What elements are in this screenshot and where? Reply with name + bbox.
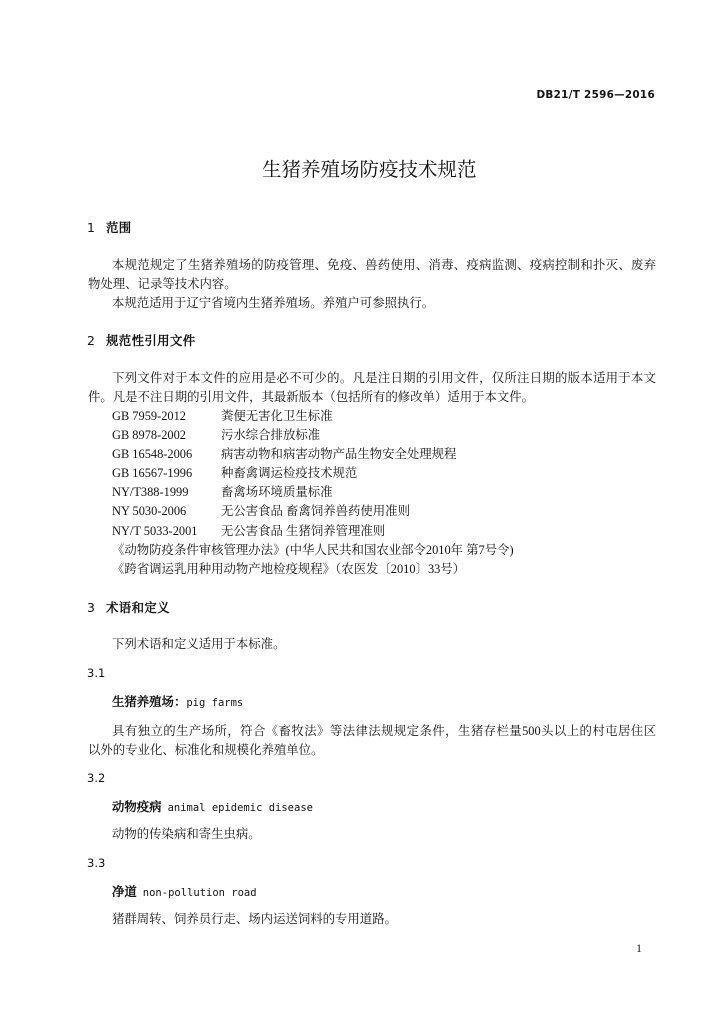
paragraph-line: 猪群周转、饲养员行走、场内运送饲料的专用道路。	[112, 911, 397, 926]
scope-body	[88, 256, 656, 313]
reference-code: GB 7959-2012	[112, 408, 186, 423]
paragraph-line: 下列术语和定义适用于本标准。	[112, 636, 286, 651]
paragraph-line: 动物的传染病和寄生虫病。	[112, 826, 261, 841]
reference-item	[88, 502, 656, 521]
reference-code: GB 8978-2002	[112, 427, 186, 442]
reference-document: 《动物防疫条件审核管理办法》(中华人民共和国农业部令2010年 第7号令)	[112, 542, 514, 557]
reference-item	[88, 464, 656, 483]
term-english: non-pollution road	[142, 886, 257, 899]
reference-item	[88, 522, 656, 541]
reference-code: NY 5030-2006	[112, 504, 187, 519]
term-definition	[88, 825, 656, 844]
reference-item	[88, 483, 656, 502]
terms-intro	[88, 635, 656, 654]
section-number: 1	[87, 220, 95, 235]
reference-item	[88, 407, 656, 426]
paragraph-line: 下列文件对于本文件的应用是必不可少的。凡是注日期的引用文件，仅所注日期的版本适用于本文	[112, 370, 656, 385]
section-title: 范围	[106, 220, 132, 235]
reference-title: 无公害食品 生猪饲养管理准则	[221, 523, 386, 538]
term-heading	[112, 692, 243, 711]
term-heading	[112, 882, 257, 901]
reference-title: 污水综合排放标准	[221, 427, 321, 442]
page-number: 1	[636, 941, 642, 955]
references-body	[88, 369, 656, 580]
reference-code: NY/T388-1999	[112, 485, 189, 500]
term-heading	[112, 797, 313, 816]
standard-code: DB21/T 2596—2016	[536, 89, 655, 101]
section-title: 术语和定义	[106, 599, 170, 615]
term-number: 3.1	[87, 665, 106, 680]
term-number: 3.3	[87, 855, 106, 870]
reference-code: GB 16548-2006	[112, 447, 193, 462]
section-number: 2	[87, 332, 95, 348]
paragraph-line: 物处理、记录等技术内容。	[88, 276, 237, 291]
reference-title: 病害动物和病害动物产品生物安全处理规程	[221, 447, 457, 462]
term-english: pig farms	[186, 696, 244, 709]
reference-code: GB 16567-1996	[112, 466, 193, 481]
reference-title: 无公害食品 畜禽饲养兽药使用准则	[221, 504, 410, 519]
paragraph-line: 本规范规定了生猪养殖场的防疫管理、免疫、兽药使用、消毒、疫病监测、疫病控制和扑灭、废弃	[112, 257, 656, 272]
reference-document: 《跨省调运乳用种用动物产地检疫规程》（农医发〔2010〕33号）	[112, 561, 466, 576]
term-name: 净道	[112, 883, 137, 899]
section-number: 3	[87, 599, 95, 615]
paragraph-line: 本规范适用于辽宁省境内生猪养殖场。养殖户可参照执行。	[112, 295, 435, 310]
paragraph-line: 以外的专业化、标准化和规模化养殖单位。	[88, 742, 324, 757]
document-title: 生猪养殖场防疫技术规范	[262, 158, 477, 181]
term-name: 生猪养殖场：	[112, 693, 187, 709]
term-english: animal epidemic disease	[167, 801, 313, 814]
reference-title: 粪便无害化卫生标准	[221, 408, 333, 423]
section-heading-scope	[87, 218, 132, 237]
section-heading-references	[87, 331, 196, 350]
term-number: 3.2	[87, 770, 106, 785]
term-definition	[88, 722, 656, 760]
paragraph-line: 具有独立的生产场所，符合《畜牧法》等法律法规规定条件，生猪存栏量500头以上的村屯居住区	[112, 723, 656, 738]
term-definition	[88, 910, 656, 929]
paragraph-line: 件。凡是不注日期的引用文件，其最新版本（包括所有的修改单）适用于本文件。	[88, 389, 535, 404]
section-heading-terms	[87, 598, 170, 617]
section-title: 规范性引用文件	[106, 332, 196, 348]
reference-item	[88, 445, 656, 464]
reference-title: 种畜禽调运检疫技术规范	[221, 466, 358, 481]
reference-title: 畜禽场环境质量标准	[221, 485, 333, 500]
reference-code: NY/T 5033-2001	[112, 523, 198, 538]
reference-item	[88, 426, 656, 445]
term-name: 动物疫病	[112, 798, 162, 814]
